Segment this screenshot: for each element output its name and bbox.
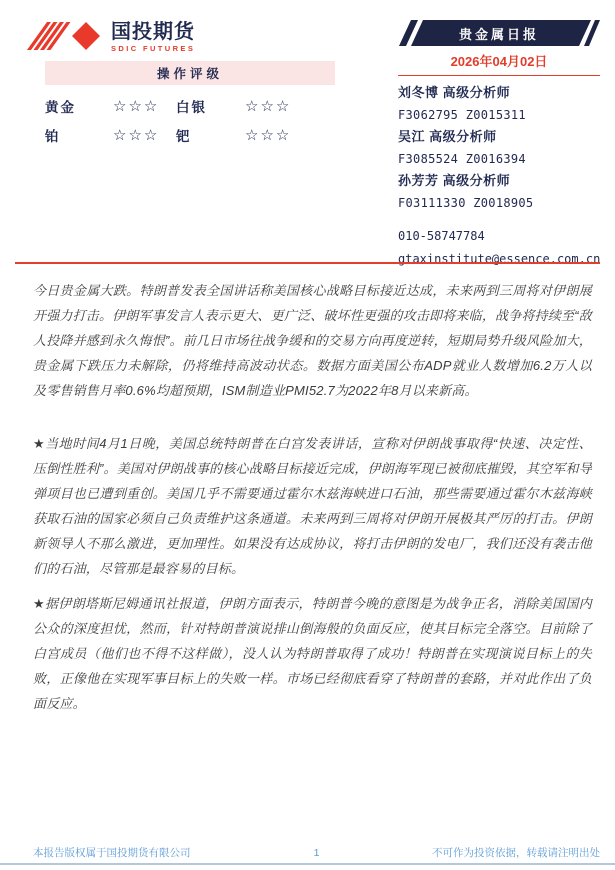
rating-grid <box>45 96 335 145</box>
contact-phone: 010-58747784 <box>398 229 485 243</box>
analyst-codes: F3062795 Z0015311 <box>398 108 526 122</box>
footer-divider <box>0 863 615 865</box>
rating-label-palladium: 钯 <box>176 129 192 144</box>
analyst-name: 吴江 高级分析师 <box>398 129 497 144</box>
report-date: 2026年04月02日 <box>398 51 600 76</box>
report-body <box>33 278 592 716</box>
rating-stars-gold: ☆☆☆ <box>113 98 160 115</box>
page-footer <box>33 845 600 860</box>
brand-text <box>111 21 195 53</box>
brand-name: 国投期货 <box>111 21 195 43</box>
body-paragraph: 今日贵金属大跌。特朗普发表全国讲话称美国核心战略目标接近达成，未来两到三周将对伊朗展开强力打击。伊朗军事发言人表示更大、更广泛、破坏性更强的攻击即将来临，战争将持续至“敌人投降并感到永久悔恨”。前几日市场往战争缓和的交易方向再度逆转，短期局势升级风险加大，贵金属下跌压力未解除，仍将维持高波动状态。数据方面美国公布ADP就业人数增加6.2万人以及零售销售月率0.6%均超预期，ISM制造业PMI52.7为2022年8月以来新高。 <box>33 283 592 398</box>
report-title: 贵金属日报 <box>458 26 539 42</box>
rating-stars-platinum: ☆☆☆ <box>113 127 160 144</box>
contact-block <box>398 225 608 271</box>
rating-label-silver: 白银 <box>176 100 207 115</box>
company-logo <box>27 18 195 56</box>
footer-copyright: 本报告版权属于国投期货有限公司 <box>33 847 191 859</box>
analyst-name: 刘冬博 高级分析师 <box>398 85 511 100</box>
page-number: 1 <box>313 846 320 859</box>
rating-title: 操作评级 <box>45 61 335 85</box>
rating-label-platinum: 铂 <box>45 129 61 144</box>
analyst-name: 孙芳芳 高级分析师 <box>398 173 511 188</box>
body-paragraph: ★当地时间4月1日晚，美国总统特朗普在白宫发表讲话，宣称对伊朗战事取得“快速、决定性、压倒性胜利”。美国对伊朗战事的核心战略目标接近完成，伊朗海军现已被彻底摧毁，其空军和导弹项目也已遭到重创。美国几乎不需要通过霍尔木兹海峡进口石油，那些需要通过霍尔木兹海峡获取石油的国家必须自己负责维护这条通道。未来两到三周将对伊朗开展极其严厉的打击。伊朗新领导人不那么激进，更加理性。如果没有达成协议，将打击伊朗的发电厂，我们还没有袭击他们的石油，尽管那是最容易的目标。 <box>33 436 592 576</box>
body-paragraph: ★据伊朗塔斯尼姆通讯社报道，伊朗方面表示，特朗普今晚的意图是为战争正名，消除美国国内公众的深度担忧，然而，针对特朗普演说排山倒海般的负面反应，使其目标完全落空。目前除了白宫成员（他们也不得不这样做），没人认为特朗普取得了成功！特朗普在实现演说目标上的失败，正像他在实现军事目标上的失败一样。市场已经彻底看穿了特朗普的套路，并对此作出了负面反应。 <box>33 596 592 711</box>
footer-disclaimer: 不可作为投资依据，转载请注明出处 <box>432 847 600 859</box>
red-stripes-diamond-icon <box>27 18 105 56</box>
analyst-codes: F03111330 Z0018905 <box>398 196 534 210</box>
brand-subtitle: SDIC FUTURES <box>111 44 196 53</box>
rating-stars-palladium: ☆☆☆ <box>245 127 292 144</box>
header-divider <box>15 262 600 264</box>
rating-stars-silver: ☆☆☆ <box>245 98 292 115</box>
rating-section <box>45 61 335 145</box>
report-banner <box>398 20 600 46</box>
analyst-codes: F3085524 Z0016394 <box>398 152 526 166</box>
analyst-panel <box>398 82 608 271</box>
rating-label-gold: 黄金 <box>45 100 76 115</box>
contact-email: gtaxinstitute@essence.com.cn <box>398 252 601 266</box>
